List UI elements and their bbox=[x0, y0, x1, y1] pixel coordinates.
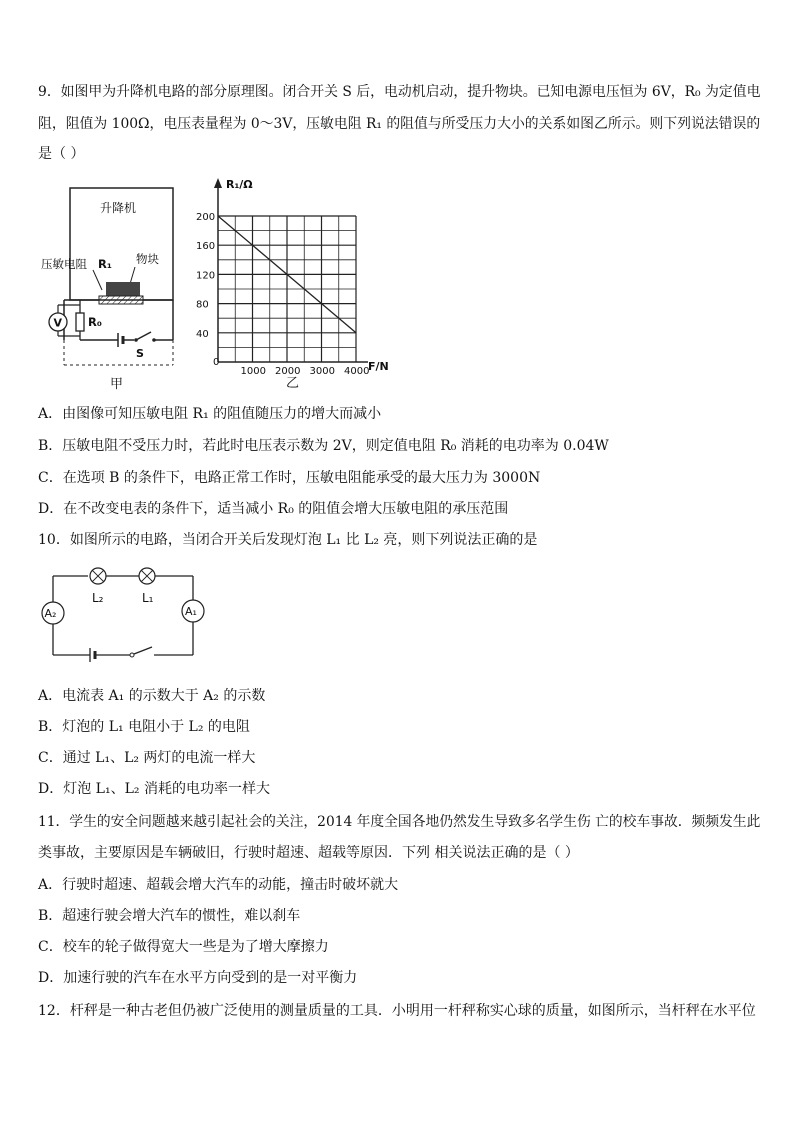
q9-option-c: C．在选项 B 的条件下，电路正常工作时，压敏电阻能承受的最大压力为 3000N bbox=[38, 470, 541, 486]
fig-yi-caption: 乙 bbox=[286, 376, 300, 391]
svg-text:A₁: A₁ bbox=[185, 605, 197, 618]
q12-stem-line-1: 12．杆秤是一种古老但仍被广泛使用的测量质量的工具．小明用一杆秤称实心球的质量，如图所示，当杆秤在水平位 bbox=[38, 1003, 756, 1019]
x-tick-label: 1000 bbox=[240, 366, 266, 377]
svg-text:V: V bbox=[53, 316, 63, 330]
q9-option-b: B．压敏电阻不受压力时，若此时电压表示数为 2V，则定值电阻 R₀ 消耗的电功率为 0.04W bbox=[38, 438, 609, 454]
chart-xlabel: F/N bbox=[368, 360, 389, 373]
q9-option-d: D．在不改变电表的条件下，适当减小 R₀ 的阻值会增大压敏电阻的承压范围 bbox=[38, 501, 509, 517]
figure-jia bbox=[38, 180, 188, 395]
y-tick-label: 200 bbox=[196, 212, 216, 223]
fig-jia-block-label: 物块 bbox=[136, 252, 159, 266]
q11-option-a: A．行驶时超速、超载会增大汽车的动能，撞击时破坏就大 bbox=[38, 877, 399, 893]
switch-icon-q10 bbox=[134, 647, 152, 654]
svg-text:A₂: A₂ bbox=[44, 607, 57, 620]
chart-ylabel: R₁/Ω bbox=[226, 178, 253, 191]
q10-option-a: A．电流表 A₁ 的示数大于 A₂ 的示数 bbox=[38, 688, 266, 704]
q9-stem-line-3: 是（ ） bbox=[38, 146, 85, 162]
pressure-resistor-shape bbox=[99, 296, 143, 304]
y-tick-label: 40 bbox=[196, 328, 209, 340]
label-l1: L₁ bbox=[142, 591, 154, 605]
fig-jia-resistor-label: 压敏电阻 bbox=[41, 257, 87, 271]
fig-jia-caption: 甲 bbox=[110, 377, 124, 392]
q11-option-d: D．加速行驶的汽车在水平方向受到的是一对平衡力 bbox=[38, 970, 358, 986]
q9-stem-line-2: 阻，阻值为 100Ω，电压表量程为 0～3V，压敏电阻 R₁ 的阻值与所受压力大小的关系如图乙所示。则下列说法错误的 bbox=[38, 116, 761, 132]
figure-yi-chart bbox=[192, 172, 402, 397]
q11-option-b: B．超速行驶会增大汽车的惯性，难以刹车 bbox=[38, 908, 301, 924]
switch-icon bbox=[136, 332, 151, 340]
q11-option-c: C．校车的轮子做得宽大一些是为了增大摩擦力 bbox=[38, 939, 329, 955]
label-l2: L₂ bbox=[92, 591, 104, 605]
figure-q10-circuit bbox=[38, 562, 210, 672]
x-tick-label: 3000 bbox=[309, 366, 335, 377]
y-tick-label: 120 bbox=[196, 270, 216, 282]
fig-jia-r1-label: R₁ bbox=[98, 257, 112, 271]
fig-jia-switch-label: S bbox=[136, 347, 144, 360]
fig-jia-title: 升降机 bbox=[100, 201, 137, 215]
q10-option-b: B．灯泡的 L₁ 电阻小于 L₂ 的电阻 bbox=[38, 719, 250, 735]
q10-option-c: C．通过 L₁、L₂ 两灯的电流一样大 bbox=[38, 750, 256, 766]
q11-stem-line-1: 11．学生的安全问题越来越引起社会的关注，2014 年度全国各地仍然发生导致多名学生伤 亡的校车事故．频频发生此 bbox=[38, 814, 761, 830]
block-shape bbox=[106, 282, 140, 296]
y-tick-label: 160 bbox=[196, 241, 216, 253]
fig-jia-r0-label: R₀ bbox=[88, 315, 102, 329]
y-tick-label: 80 bbox=[196, 299, 209, 311]
chart-origin-label: 0 bbox=[213, 357, 220, 368]
q9-stem-line-1: 9．如图甲为升降机电路的部分原理图。闭合开关 S 后，电动机启动，提升物块。已知电源电压恒为 6V，R₀ 为定值电 bbox=[38, 84, 761, 100]
q10-option-d: D．灯泡 L₁、L₂ 消耗的电功率一样大 bbox=[38, 781, 270, 797]
x-tick-label: 4000 bbox=[344, 366, 370, 377]
chart-grid bbox=[218, 216, 356, 362]
x-tick-label: 2000 bbox=[275, 366, 301, 377]
q9-option-a: A．由图像可知压敏电阻 R₁ 的阻值随压力的增大而减小 bbox=[38, 406, 382, 422]
q11-stem-line-2: 类事故，主要原因是车辆破旧，行驶时超速、超载等原因．下列 相关说法正确的是（ ） bbox=[38, 845, 579, 861]
q10-stem: 10．如图所示的电路，当闭合开关后发现灯泡 L₁ 比 L₂ 亮，则下列说法正确的是 bbox=[38, 532, 538, 548]
